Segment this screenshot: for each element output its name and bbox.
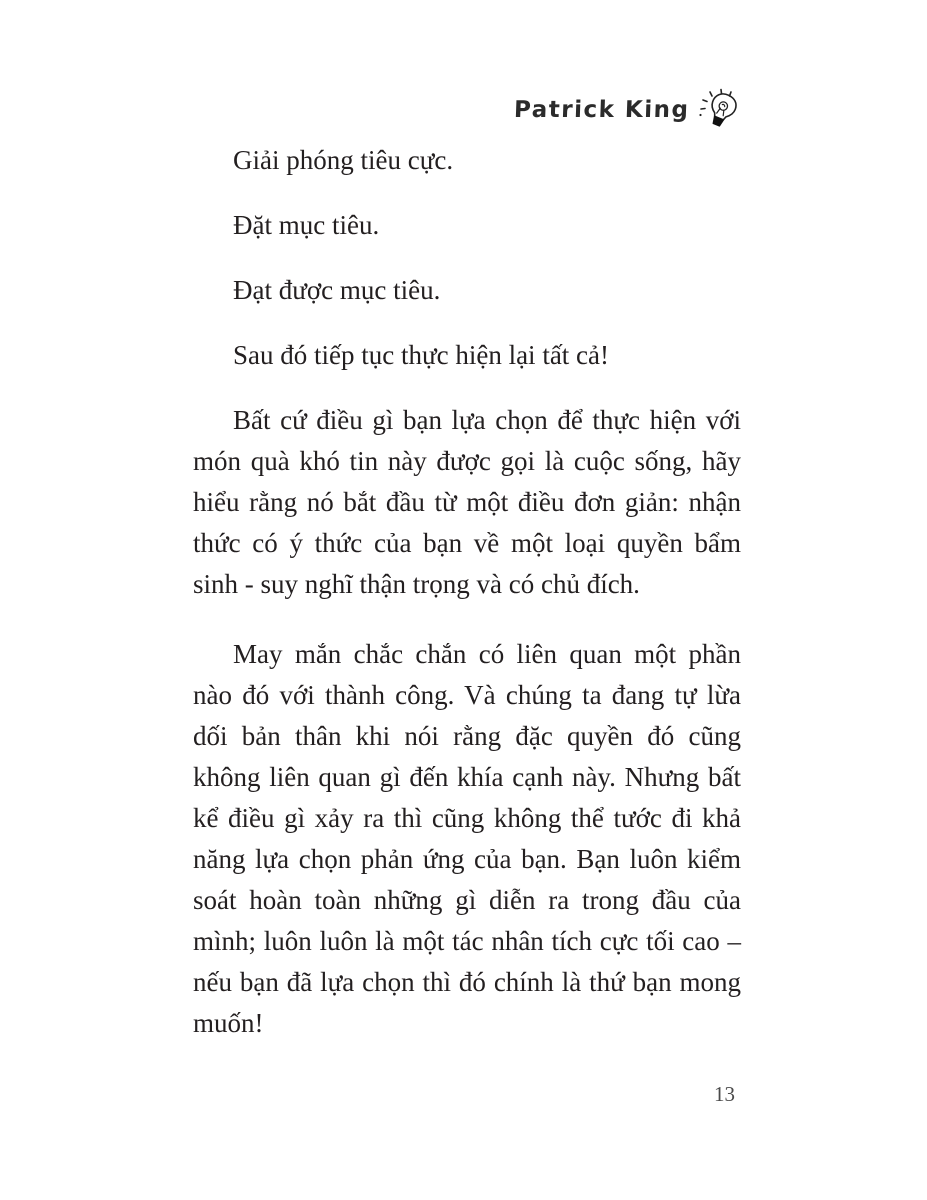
- author-name: Patrick King: [513, 97, 690, 123]
- page-body: [193, 140, 741, 1073]
- paragraph-1: Bất cứ điều gì bạn lựa chọn để thực hiện với món quà khó tin này được gọi là cuộc sống, hãy hiểu rằng nó bắt đầu từ một điều đơn giản: nhận thức có ý thức của bạn về một loại quyền bẩm sinh - suy nghĩ thận trọng và có chủ đích.: [193, 405, 741, 599]
- text-line-achieve-goal: Đạt được mục tiêu.: [233, 275, 441, 305]
- page-footer: [714, 1082, 735, 1107]
- paragraph-2: May mắn chắc chắn có liên quan một phần nào đó với thành công. Và chúng ta đang tự lừa dối bản thân khi nói rằng đặc quyền đó cũng không liên quan gì đến khía cạnh này. Nhưng bất kể điều gì xảy ra thì cũng không thể tước đi khả năng lựa chọn phản ứng của bạn. Bạn luôn kiểm soát hoàn toàn những gì diễn ra trong đầu của mình; luôn luôn là một tác nhân tích cực tối cao – nếu bạn đã lựa chọn thì đó chính là thứ bạn mong muốn!: [193, 639, 741, 1038]
- page-header: [514, 86, 742, 134]
- lightbulb-icon: [698, 88, 742, 134]
- text-line-set-goal: Đặt mục tiêu.: [233, 210, 380, 240]
- page-number: 13: [714, 1082, 735, 1106]
- text-line-release-negativity: Giải phóng tiêu cực.: [233, 145, 454, 175]
- text-line-repeat-all: Sau đó tiếp tục thực hiện lại tất cả!: [233, 340, 610, 370]
